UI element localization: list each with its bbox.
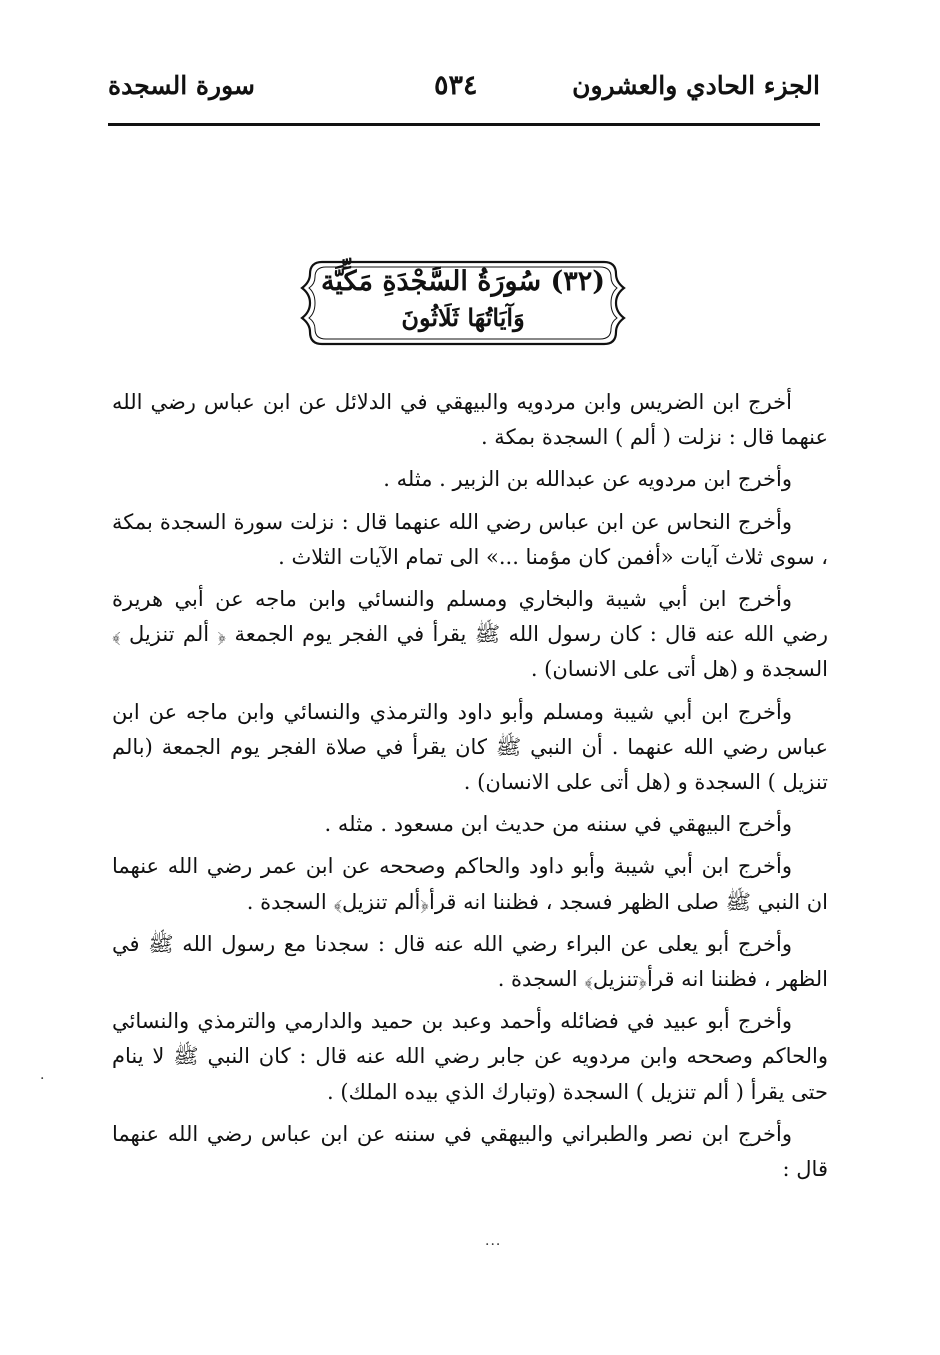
header-rule — [108, 123, 820, 126]
surah-label: سورة السجدة — [108, 71, 255, 100]
stray-mark: ··· — [485, 1237, 502, 1253]
paragraph: وأخرج أبو يعلى عن البراء رضي الله عنه قال : سجدنا مع رسول الله ﷺ في الظهر ، فظننا انه قرأ﴿تنزيل﴾ السجدة . — [112, 931, 828, 992]
paragraph: وأخرج النحاس عن ابن عباس رضي الله عنهما قال : نزلت سورة السجدة بمكة ، سوى ثلاث آيات «أفمن كان مؤمنا ...» الى تمام الآيات الثلاث . — [112, 509, 828, 569]
paragraph: أخرج ابن الضريس وابن مردويه والبيهقي في الدلائل عن ابن عباس رضي الله عنهما قال : نزلت ( ألم ) السجدة بمكة . — [112, 390, 828, 450]
juz-label: الجزء الحادي والعشرون — [572, 71, 820, 100]
paragraph: وأخرج ابن أبي شيبة وأبو داود والحاكم وصححه عن ابن عمر رضي الله عنهما ان النبي ﷺ صلى الظهر فسجد ، فظننا انه قرأ﴿ألم تنزيل﴾ السجدة . — [112, 854, 828, 914]
verse-count: وَآيَاتُهَا ثَلَاثُونَ — [401, 303, 525, 332]
paragraph: وأخرج ابن مردويه عن عبدالله بن الزبير . مثله . — [383, 467, 792, 492]
surah-title-cartouche — [298, 258, 628, 348]
paragraph: وأخرج أبو عبيد في فضائله وأحمد وعبد بن حميد والدارمي والترمذي والنسائي والحاكم وصححه وابن مردويه عن جابر رضي الله عنه قال : كان النبي ﷺ لا ينام حتى يقرأ ( ألم تنزيل ) السجدة (وتبارك الذي بيده الملك) . — [112, 1009, 828, 1104]
paragraph: وأخرج البيهقي في سننه من حديث ابن مسعود . مثله . — [324, 812, 792, 837]
body-text — [112, 385, 828, 1187]
paragraph: وأخرج ابن نصر والطبراني والبيهقي في سننه عن ابن عباس رضي الله عنهما قال : — [112, 1121, 828, 1182]
page-number: ٥٣٤ — [434, 70, 478, 101]
running-header — [108, 66, 820, 110]
paragraph: وأخرج ابن أبي شيبة والبخاري ومسلم والنسائي وابن ماجه عن أبي هريرة رضي الله عنه قال : كان رسول الله ﷺ يقرأ في الفجر يوم الجمعة ﴿ ألم تنزيل ﴾ السجدة و (هل أتى على الانسان) . — [112, 587, 828, 682]
surah-title: (٣٢) سُورَةُ السَّجْدَةِ مَكِّيَّة — [320, 266, 606, 297]
stray-mark: · — [40, 1071, 45, 1087]
paragraph: وأخرج ابن أبي شيبة ومسلم وأبو داود والترمذي والنسائي وابن ماجه عن ابن عباس رضي الله عنهما . أن النبي ﷺ كان يقرأ في صلاة الفجر يوم الجمعة (بالم تنزيل ) السجدة و (هل أتى على الانسان) . — [112, 699, 828, 795]
